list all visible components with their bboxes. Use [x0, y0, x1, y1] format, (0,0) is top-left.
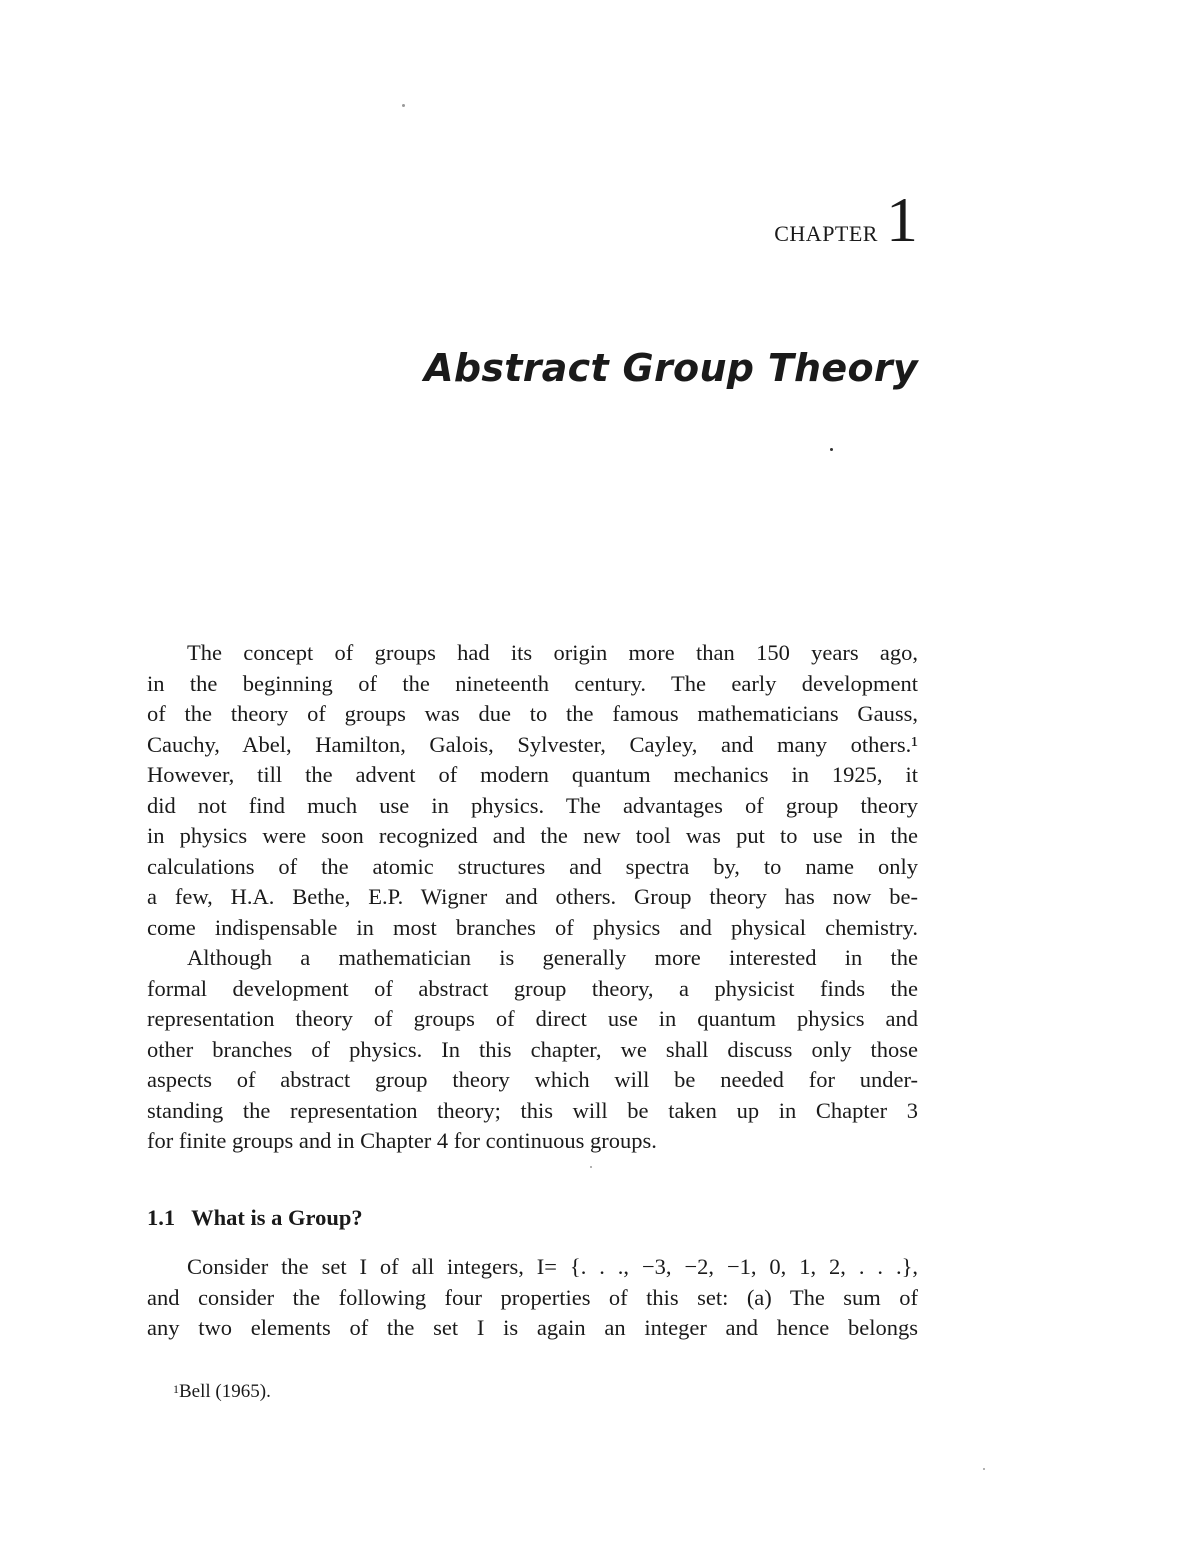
text-line: standing the representation theory; this will be taken up in Chapter 3 [147, 1097, 918, 1123]
footnote [173, 1381, 271, 1403]
section-heading [147, 1205, 363, 1231]
text-line: for finite groups and in Chapter 4 for continuous groups. [147, 1128, 657, 1153]
text-line: other branches of physics. In this chapter, we shall discuss only those [147, 1036, 918, 1062]
text-line: of the theory of groups was due to the famous mathematicians Gauss, [147, 701, 918, 726]
text-line: aspects of abstract group theory which will be needed for under- [147, 1067, 918, 1092]
text-line: Although a mathematician is generally more interested in the [187, 945, 918, 970]
text-line: representation theory of groups of direct use in quantum physics and [147, 1006, 918, 1031]
text-line: and consider the following four properties of this set: (a) The sum of [147, 1284, 918, 1310]
text-line: in the beginning of the nineteenth century. The early development [147, 670, 918, 696]
text-line: in physics were soon recognized and the new tool was put to use in the [147, 823, 918, 848]
text-line: Consider the set I of all integers, I= {. . ., −3, −2, −1, 0, 1, 2, . . .}, [187, 1254, 918, 1279]
text-line: any two elements of the set I is again an integer and hence belongs [147, 1315, 918, 1340]
scan-speck [590, 1166, 592, 1168]
text-line: Cauchy, Abel, Hamilton, Galois, Sylvester, Cayley, and many others.¹ [147, 731, 918, 757]
scan-speck [830, 448, 833, 451]
section-title: What is a Group? [191, 1205, 363, 1230]
text-line: The concept of groups had its origin more than 150 years ago, [187, 640, 918, 665]
text-line: did not find much use in physics. The advantages of group theory [147, 792, 918, 818]
chapter-label [700, 184, 918, 258]
footnote-marker: 1 [173, 1382, 179, 1396]
footnote-text: Bell (1965). [179, 1381, 271, 1402]
scan-speck [402, 104, 405, 107]
chapter-title: Abstract Group Theory [424, 346, 918, 390]
text-line: a few, H.A. Bethe, E.P. Wigner and others. Group theory has now be- [147, 884, 918, 909]
chapter-word: CHAPTER [774, 221, 878, 246]
text-line: However, till the advent of modern quantum mechanics in 1925, it [147, 762, 918, 787]
text-line: come indispensable in most branches of physics and physical chemistry. [147, 914, 918, 940]
section-text [147, 1252, 918, 1344]
text-line: calculations of the atomic structures and spectra by, to name only [147, 853, 918, 879]
scan-speck [983, 1468, 985, 1470]
section-number: 1.1 [147, 1205, 176, 1230]
text-line: formal development of abstract group theory, a physicist finds the [147, 975, 918, 1001]
chapter-number: 1 [886, 184, 918, 255]
intro-text [147, 638, 918, 1157]
